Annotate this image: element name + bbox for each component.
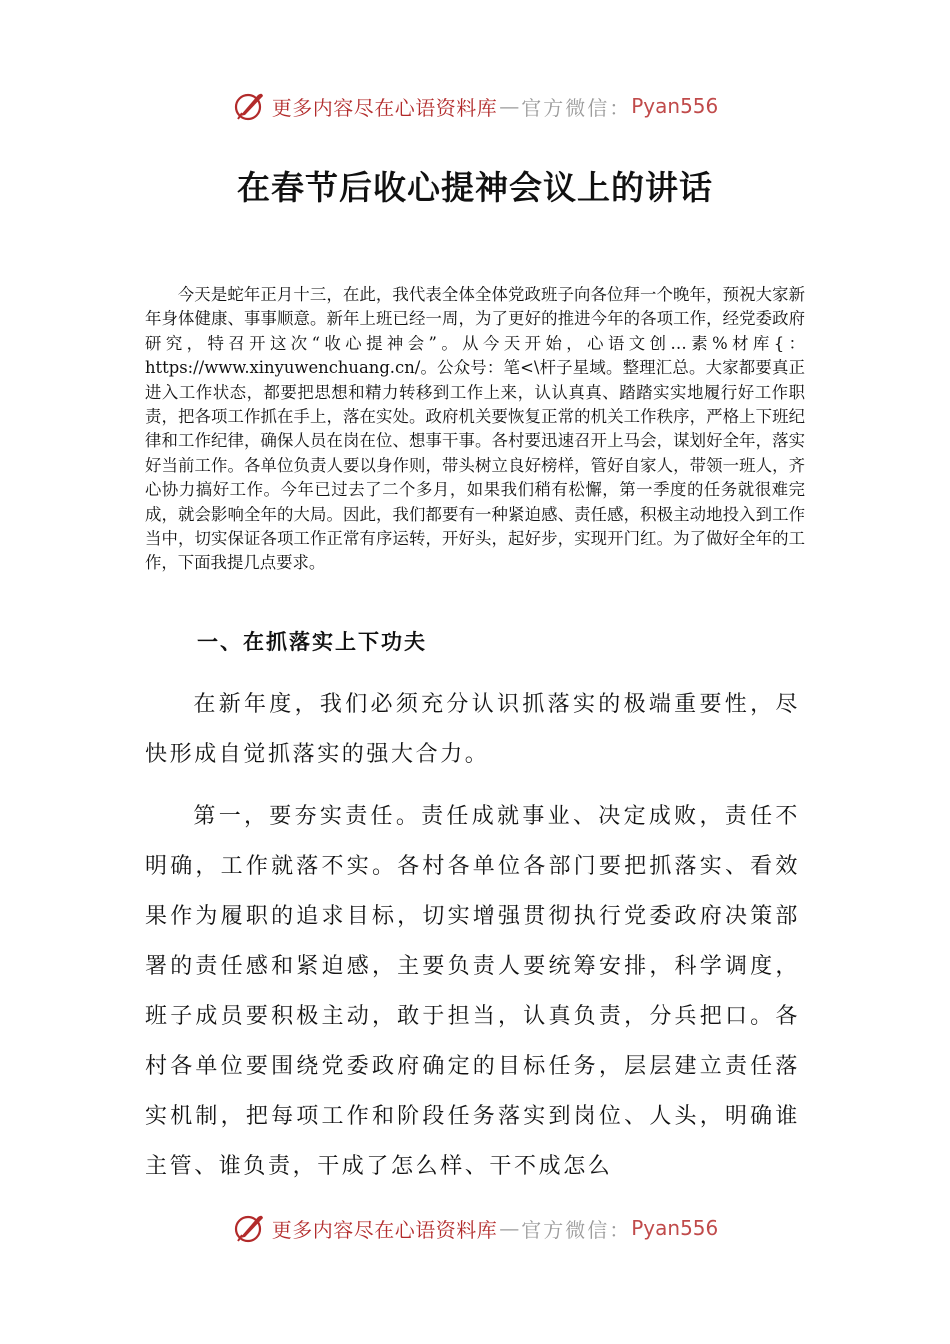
banner-wechat-id: Pyan556 — [631, 94, 719, 118]
intro-paragraph: 今天是蛇年正月十三，在此，我代表全体全体党政班子向各位拜一个晚年，预祝大家新年身体健康、事事顺意。新年上班已经一周，为了更好的推进今年的各项工作，经党委政府研究，特召开这次“收心提神会”。从今天开始，心语文创…素%材库{：https://www.xinyuwenchuang.cn/。公众号：笔<\杆子星域。整理汇总。大家都要真正进入工作状态，都要把思想和精力转移到工作上来，认认真真、踏踏实实地履行好工作职责，把各项工作抓在手上，落在实处。政府机关要恢复正常的机关工作秩序，严格上下班纪律和工作纪律，确保人员在岗在位、想事干事。各村要迅速召开上马会，谋划好全年，落实好当前工作。各单位负责人要以身作则，带头树立良好榜样，管好自家人，带领一班人，齐心协力搞好工作。今年已过去了二个多月，如果我们稍有松懈，第一季度的任务就很难完成，就会影响全年的大局。因此，我们都要有一种紧迫感、责任感，积极主动地投入到工作当中，切实保证各项工作正常有序运转，开好头，起好步，实现开门红。为了做好全年的工作，下面我提几点要求。 — [145, 285, 805, 573]
quill-pen-logo-icon — [232, 1211, 266, 1245]
banner-text: 更多内容尽在心语资料库 — [271, 95, 498, 120]
banner-wechat-label: 官方微信： — [521, 95, 632, 120]
document-title: 在春节后收心提神会议上的讲话 — [237, 168, 713, 207]
body-paragraph-2: 第一，要夯实责任。责任成就事业、决定成败，责任不明确，工作就落不实。各村各单位各部门要把抓落实、看效果作为履职的追求目标，切实增强贯彻执行党委政府决策部署的责任感和紧迫感，主要负责人要统筹安排，科学调度，班子成员要积极主动，敢于担当，认真负责，分兵把口。各村各单位要围绕党委政府确定的目标任务，层层建立责任落实机制，把每项工作和阶段任务落实到岗位、人头，明确谁主管、谁负责，干成了怎么样、干不成怎么 — [145, 804, 800, 1179]
body-paragraph-1: 在新年度，我们必须充分认识抓落实的极端重要性，尽快形成自觉抓落实的强大合力。 — [145, 692, 800, 767]
quill-pen-logo-icon — [232, 89, 266, 123]
banner-wechat-id: Pyan556 — [631, 1216, 719, 1240]
banner-wechat-label: 官方微信： — [521, 1217, 632, 1242]
section-heading: 一、在抓落实上下功夫 — [197, 630, 427, 654]
banner-text: 更多内容尽在心语资料库 — [271, 1217, 498, 1242]
header-watermark-banner — [0, 86, 950, 126]
banner-separator: — — [499, 1216, 520, 1240]
banner-separator: — — [499, 94, 520, 118]
footer-watermark-banner — [0, 1208, 950, 1248]
